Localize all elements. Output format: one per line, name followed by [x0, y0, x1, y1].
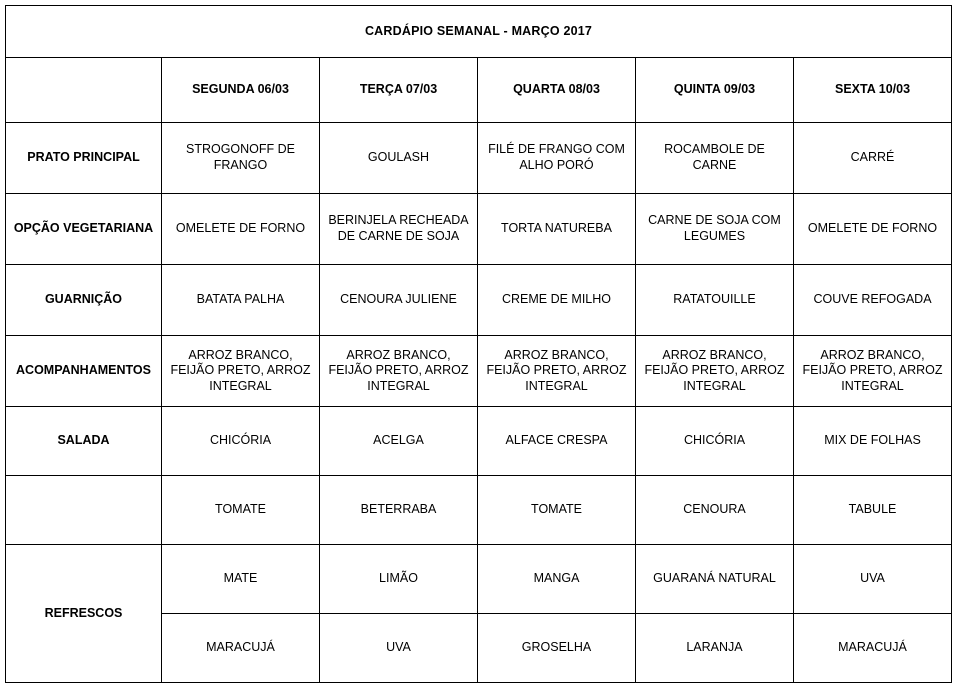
- cell-salada-extra-friday: TABULE: [794, 476, 952, 545]
- cell-acompanhamentos-thursday: ARROZ BRANCO, FEIJÃO PRETO, ARROZ INTEGRAL: [636, 336, 794, 407]
- cell-prato-principal-tuesday: GOULASH: [320, 123, 478, 194]
- day-header-friday: SEXTA 10/03: [794, 58, 952, 123]
- table-row-prato-principal: [6, 123, 952, 194]
- cell-acompanhamentos-wednesday: ARROZ BRANCO, FEIJÃO PRETO, ARROZ INTEGRAL: [478, 336, 636, 407]
- table-row-acompanhamentos: [6, 336, 952, 407]
- page-title: CARDÁPIO SEMANAL - MARÇO 2017: [6, 6, 952, 58]
- cell-salada-monday: CHICÓRIA: [162, 407, 320, 476]
- cell-guarnicao-tuesday: CENOURA JULIENE: [320, 265, 478, 336]
- cell-salada-extra-tuesday: BETERRABA: [320, 476, 478, 545]
- cell-vegetariana-friday: OMELETE DE FORNO: [794, 194, 952, 265]
- cell-vegetariana-monday: OMELETE DE FORNO: [162, 194, 320, 265]
- row-label-salada: SALADA: [6, 407, 162, 476]
- cell-prato-principal-monday: STROGONOFF DE FRANGO: [162, 123, 320, 194]
- row-label-salada-extra: [6, 476, 162, 545]
- cell-vegetariana-tuesday: BERINJELA RECHEADA DE CARNE DE SOJA: [320, 194, 478, 265]
- cell-refresco1-monday: MATE: [162, 545, 320, 614]
- cell-refresco1-friday: UVA: [794, 545, 952, 614]
- day-header-monday: SEGUNDA 06/03: [162, 58, 320, 123]
- row-label-prato-principal: PRATO PRINCIPAL: [6, 123, 162, 194]
- cell-refresco2-friday: MARACUJÁ: [794, 614, 952, 683]
- day-header-thursday: QUINTA 09/03: [636, 58, 794, 123]
- cell-acompanhamentos-friday: ARROZ BRANCO, FEIJÃO PRETO, ARROZ INTEGRAL: [794, 336, 952, 407]
- cell-salada-tuesday: ACELGA: [320, 407, 478, 476]
- day-header-wednesday: QUARTA 08/03: [478, 58, 636, 123]
- cell-salada-extra-monday: TOMATE: [162, 476, 320, 545]
- cell-salada-wednesday: ALFACE CRESPA: [478, 407, 636, 476]
- row-label-acompanhamentos: ACOMPANHAMENTOS: [6, 336, 162, 407]
- row-label-refrescos: REFRESCOS: [6, 545, 162, 683]
- row-label-guarnicao: GUARNIÇÃO: [6, 265, 162, 336]
- cell-acompanhamentos-tuesday: ARROZ BRANCO, FEIJÃO PRETO, ARROZ INTEGRAL: [320, 336, 478, 407]
- table-row-title: [6, 6, 952, 58]
- cell-salada-friday: MIX DE FOLHAS: [794, 407, 952, 476]
- cell-refresco2-thursday: LARANJA: [636, 614, 794, 683]
- cell-guarnicao-thursday: RATATOUILLE: [636, 265, 794, 336]
- cell-refresco1-wednesday: MANGA: [478, 545, 636, 614]
- cell-refresco2-tuesday: UVA: [320, 614, 478, 683]
- cell-acompanhamentos-monday: ARROZ BRANCO, FEIJÃO PRETO, ARROZ INTEGRAL: [162, 336, 320, 407]
- table-row-opcao-vegetariana: [6, 194, 952, 265]
- table-row-guarnicao: [6, 265, 952, 336]
- cell-guarnicao-wednesday: CREME DE MILHO: [478, 265, 636, 336]
- cell-prato-principal-friday: CARRÉ: [794, 123, 952, 194]
- cell-prato-principal-thursday: ROCAMBOLE DE CARNE: [636, 123, 794, 194]
- row-label-opcao-vegetariana: OPÇÃO VEGETARIANA: [6, 194, 162, 265]
- cell-salada-extra-wednesday: TOMATE: [478, 476, 636, 545]
- cell-salada-extra-thursday: CENOURA: [636, 476, 794, 545]
- table-row-salada-extra: [6, 476, 952, 545]
- day-header-tuesday: TERÇA 07/03: [320, 58, 478, 123]
- cell-guarnicao-friday: COUVE REFOGADA: [794, 265, 952, 336]
- cell-refresco1-thursday: GUARANÁ NATURAL: [636, 545, 794, 614]
- table-row-day-headers: [6, 58, 952, 123]
- cell-vegetariana-thursday: CARNE DE SOJA COM LEGUMES: [636, 194, 794, 265]
- cell-refresco2-wednesday: GROSELHA: [478, 614, 636, 683]
- table-row-salada: [6, 407, 952, 476]
- cell-vegetariana-wednesday: TORTA NATUREBA: [478, 194, 636, 265]
- cell-refresco2-monday: MARACUJÁ: [162, 614, 320, 683]
- cell-guarnicao-monday: BATATA PALHA: [162, 265, 320, 336]
- cell-prato-principal-wednesday: FILÉ DE FRANGO COM ALHO PORÓ: [478, 123, 636, 194]
- table-row-refrescos-1: [6, 545, 952, 614]
- cell-refresco1-tuesday: LIMÃO: [320, 545, 478, 614]
- cell-salada-thursday: CHICÓRIA: [636, 407, 794, 476]
- corner-cell: [6, 58, 162, 123]
- weekly-menu-table: [5, 5, 952, 683]
